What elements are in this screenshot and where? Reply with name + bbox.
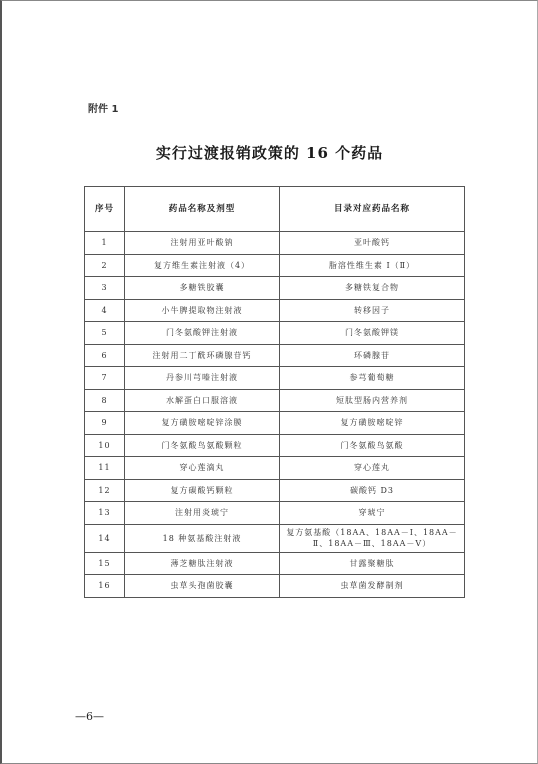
page-number: —6— — [75, 710, 104, 723]
cell-serial-number: 7 — [85, 367, 125, 390]
table-row — [85, 412, 465, 435]
cell-drug-name: 18 种氨基酸注射液 — [125, 524, 280, 552]
cell-serial-number: 6 — [85, 344, 125, 367]
cell-drug-name: 虫草头孢菌胶囊 — [125, 575, 280, 598]
table-row — [85, 434, 465, 457]
cell-catalog-name: 碳酸钙 D3 — [280, 479, 465, 502]
table-row — [85, 524, 465, 552]
cell-catalog-name: 亚叶酸钙 — [280, 232, 465, 255]
table-row — [85, 232, 465, 255]
header-serial-number: 序号 — [85, 187, 125, 232]
cell-serial-number: 12 — [85, 479, 125, 502]
table-row — [85, 344, 465, 367]
cell-serial-number: 11 — [85, 457, 125, 480]
cell-serial-number: 9 — [85, 412, 125, 435]
cell-drug-name: 门冬氨酸钾注射液 — [125, 322, 280, 345]
cell-drug-name: 水解蛋白口服溶液 — [125, 389, 280, 412]
cell-drug-name: 复方碳酸钙颗粒 — [125, 479, 280, 502]
cell-serial-number: 13 — [85, 502, 125, 525]
table-row — [85, 389, 465, 412]
cell-drug-name: 丹参川芎嗪注射液 — [125, 367, 280, 390]
header-catalog-name: 目录对应药品名称 — [280, 187, 465, 232]
cell-serial-number: 1 — [85, 232, 125, 255]
cell-catalog-name: 复方氨基酸（18AA、18AA－Ⅰ、18AA－Ⅱ、18AA－Ⅲ、18AA－Ⅴ） — [280, 524, 465, 552]
table-row — [85, 254, 465, 277]
drug-table — [84, 186, 465, 598]
cell-drug-name: 注射用亚叶酸钠 — [125, 232, 280, 255]
document-title: 实行过渡报销政策的 16 个药品 — [155, 144, 384, 162]
cell-catalog-name: 甘露聚糖肽 — [280, 552, 465, 575]
cell-serial-number: 8 — [85, 389, 125, 412]
cell-serial-number: 2 — [85, 254, 125, 277]
cell-catalog-name: 虫草菌发酵制剂 — [280, 575, 465, 598]
table-header-row — [85, 187, 465, 232]
table-row — [85, 502, 465, 525]
cell-serial-number: 14 — [85, 524, 125, 552]
cell-serial-number: 15 — [85, 552, 125, 575]
cell-catalog-name: 门冬氨酸鸟氨酸 — [280, 434, 465, 457]
cell-catalog-name: 脂溶性维生素 I（Ⅱ） — [280, 254, 465, 277]
cell-catalog-name: 多糖铁复合物 — [280, 277, 465, 300]
table-row — [85, 575, 465, 598]
cell-catalog-name: 穿琥宁 — [280, 502, 465, 525]
cell-catalog-name: 参芎葡萄糖 — [280, 367, 465, 390]
table-row — [85, 479, 465, 502]
cell-serial-number: 4 — [85, 299, 125, 322]
cell-drug-name: 多糖铁胶囊 — [125, 277, 280, 300]
cell-serial-number: 10 — [85, 434, 125, 457]
cell-drug-name: 门冬氨酸鸟氨酸颗粒 — [125, 434, 280, 457]
attachment-label: 附件 1 — [88, 104, 119, 115]
cell-catalog-name: 门冬氨酸钾镁 — [280, 322, 465, 345]
cell-drug-name: 小牛脾提取物注射液 — [125, 299, 280, 322]
table-row — [85, 367, 465, 390]
cell-drug-name: 穿心莲滴丸 — [125, 457, 280, 480]
table-row — [85, 299, 465, 322]
table-row — [85, 457, 465, 480]
cell-catalog-name: 短肽型肠内营养剂 — [280, 389, 465, 412]
table-row — [85, 322, 465, 345]
cell-drug-name: 注射用二丁酰环磷腺苷钙 — [125, 344, 280, 367]
table-row — [85, 277, 465, 300]
header-drug-name: 药品名称及剂型 — [125, 187, 280, 232]
cell-drug-name: 注射用炎琥宁 — [125, 502, 280, 525]
cell-drug-name: 复方磺胺嘧啶锌涂膜 — [125, 412, 280, 435]
cell-drug-name: 薄芝糖肽注射液 — [125, 552, 280, 575]
cell-catalog-name: 复方磺胺嘧啶锌 — [280, 412, 465, 435]
cell-serial-number: 16 — [85, 575, 125, 598]
cell-catalog-name: 穿心莲丸 — [280, 457, 465, 480]
cell-serial-number: 3 — [85, 277, 125, 300]
cell-serial-number: 5 — [85, 322, 125, 345]
cell-catalog-name: 环磷腺苷 — [280, 344, 465, 367]
cell-drug-name: 复方维生素注射液（4） — [125, 254, 280, 277]
table-row — [85, 552, 465, 575]
cell-catalog-name: 转移因子 — [280, 299, 465, 322]
